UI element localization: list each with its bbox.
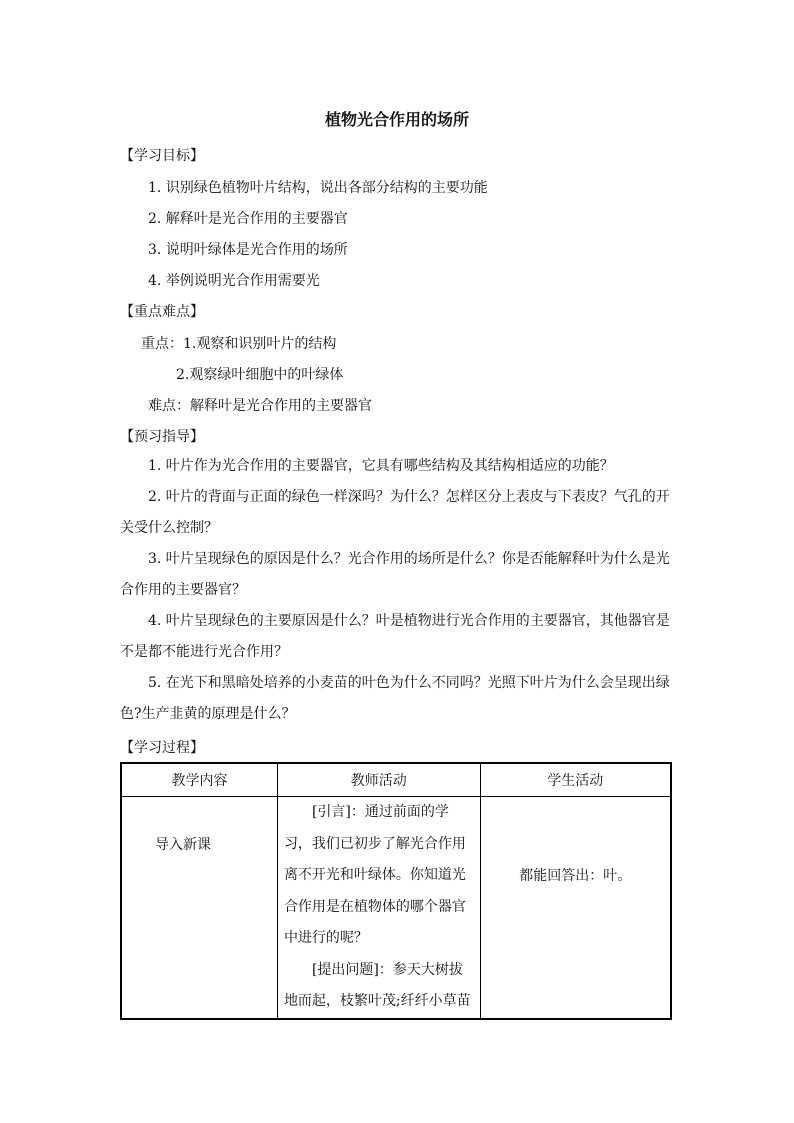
teacher-text-question: [提出问题]：参天大树拔地而起，枝繁叶茂;纤纤小草苗 xyxy=(283,961,471,1009)
process-table xyxy=(120,762,672,1020)
objective-item: 4. 举例说明光合作用需要光 xyxy=(148,273,320,289)
student-cell xyxy=(480,797,671,1019)
table-header-row xyxy=(121,763,671,797)
column-header-content: 教学内容 xyxy=(121,763,277,797)
section-heading-preview: 【预习指导】 xyxy=(120,429,204,445)
table-row xyxy=(121,797,671,1019)
column-header-teacher: 教师活动 xyxy=(277,763,480,797)
preview-item: 4. 叶片呈现绿色的主要原因是什么？叶是植物进行光合作用的主要器官，其他器官是不是都不能进行光合作用？ xyxy=(120,613,670,660)
teacher-text-intro: [引言]：通过前面的学习，我们已初步了解光合作用离不开光和叶绿体。你知道光合作用是在植物体的哪个器官中进行的呢？ xyxy=(283,804,466,946)
column-header-student: 学生活动 xyxy=(480,763,671,797)
content-cell xyxy=(121,797,277,1019)
page-title: 植物光合作用的场所 xyxy=(324,110,469,129)
objective-item: 1. 识别绿色植物叶片结构，说出各部分结构的主要功能 xyxy=(148,180,488,196)
preview-item: 3. 叶片呈现绿色的原因是什么？光合作用的场所是什么？你是否能解释叶为什么是光合作用的主要器官？ xyxy=(120,551,670,598)
difficulty-point: 难点：解释叶是光合作用的主要器官 xyxy=(148,398,372,414)
preview-item: 5. 在光下和黑暗处培养的小麦苗的叶色为什么不同吗？光照下叶片为什么会呈现出绿色?生产韭黄的原理是什么？ xyxy=(120,675,670,722)
section-heading-process: 【学习过程】 xyxy=(120,740,204,756)
preview-item: 2. 叶片的背面与正面的绿色一样深吗？为什么？怎样区分上表皮与下表皮？气孔的开关受什么控制？ xyxy=(120,489,670,536)
content-cell-text: 导入新课 xyxy=(155,837,211,853)
teacher-cell xyxy=(277,797,480,1019)
section-heading-objectives: 【学习目标】 xyxy=(120,148,204,164)
preview-item: 1. 叶片作为光合作用的主要器官，它具有哪些结构及其结构相适应的功能？ xyxy=(148,458,614,474)
objective-item: 2. 解释叶是光合作用的主要器官 xyxy=(148,211,348,227)
key-point-2: 2.观察绿叶细胞中的叶绿体 xyxy=(176,367,344,383)
section-heading-key-points: 【重点难点】 xyxy=(120,304,204,320)
objective-item: 3. 说明叶绿体是光合作用的场所 xyxy=(148,242,348,258)
key-point-1: 重点：1.观察和识别叶片的结构 xyxy=(141,336,337,352)
student-cell-text: 都能回答出：叶。 xyxy=(519,868,632,884)
